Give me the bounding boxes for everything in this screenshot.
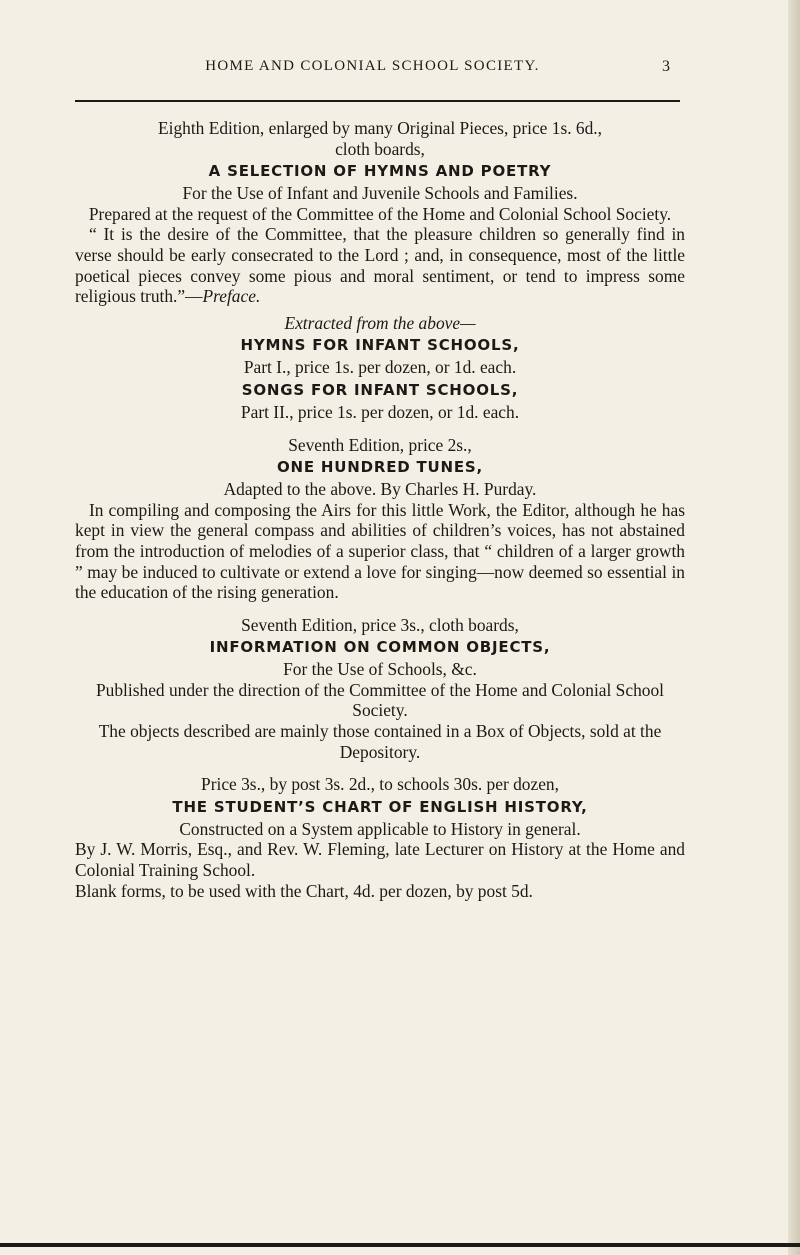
published-note: Published under the direction of the Committee of the Home and Colonial School Society. xyxy=(96,679,664,721)
author-line: Adapted to the above. By Charles H. Purday. xyxy=(223,479,537,500)
book-title: ONE HUNDRED TUNES, xyxy=(276,458,484,477)
author-line: By J. W. Morris, Esq., and Rev. W. Fleming, late Lecturer on History at the Home and Colonial Training School. xyxy=(75,839,685,881)
extracted-section xyxy=(75,313,685,423)
intended-use: For the Use of Schools, &c. xyxy=(283,659,477,680)
ad-hundred-tunes xyxy=(75,435,685,603)
objects-note: The objects described are mainly those contained in a Box of Objects, sold at the Depository. xyxy=(98,721,662,762)
extracted-line: Extracted from the above— xyxy=(284,312,476,333)
description-paragraph: In compiling and composing the Airs for this little Work, the Editor, although he has kept in view the general compass and abilities of children’s voices, has not abstained from the introduction of melodies of a superior class, that “ children of a larger growth ” may be induced to cultivate or extend a love for singing—now deemed so essential in the education of the rising generation. xyxy=(75,499,685,603)
price-line: Price 3s., by post 3s. 2d., to schools 30s. per dozen, xyxy=(201,774,559,795)
page-edge xyxy=(788,0,800,1255)
book-title: A SELECTION OF HYMNS AND POETRY xyxy=(208,162,552,181)
book-title: THE STUDENT’S CHART OF ENGLISH HISTORY, xyxy=(172,797,588,816)
construction-note: Constructed on a System applicable to History in general. xyxy=(179,818,581,839)
quote-source: Preface. xyxy=(202,286,261,307)
intended-use: For the Use of Infant and Juvenile Schools and Families. xyxy=(182,183,578,204)
book-title: INFORMATION ON COMMON OBJECTS, xyxy=(209,638,551,657)
ad-history-chart xyxy=(75,774,685,901)
running-header xyxy=(75,58,670,82)
advertisement-column xyxy=(75,118,685,901)
prepared-note: Prepared at the request of the Committee of the Home and Colonial School Society. xyxy=(88,203,672,224)
ad-hymns-poetry xyxy=(75,118,685,307)
page-bottom-edge xyxy=(0,1243,800,1247)
blank-forms-line: Blank forms, to be used with the Chart, 4d. per dozen, by post 5d. xyxy=(75,880,533,901)
preface-quote xyxy=(75,224,685,306)
binding-line: cloth boards, xyxy=(335,138,425,159)
header-rule xyxy=(75,100,680,102)
edition-line: Seventh Edition, price 3s., cloth boards, xyxy=(241,614,519,635)
price-line: Part II., price 1s. per dozen, or 1d. each. xyxy=(240,401,520,422)
quote-text: “ It is the desire of the Committee, that the pleasure children so generally find in verse should be early consecrated to the Lord ; and, in consequence, most of the little poetical pieces convey some pious and moral sentiment, or tend to impress some religious truth.”— xyxy=(75,224,685,307)
price-line: Part I., price 1s. per dozen, or 1d. each. xyxy=(243,357,517,378)
ad-common-objects xyxy=(75,615,685,763)
edition-line: Seventh Edition, price 2s., xyxy=(288,434,472,455)
edition-line: Eighth Edition, enlarged by many Original Pieces, price 1s. 6d., xyxy=(157,118,602,138)
running-title: HOME AND COLONIAL SCHOOL SOCIETY. xyxy=(205,58,540,74)
book-title: HYMNS FOR INFANT SCHOOLS, xyxy=(240,336,520,355)
book-title: SONGS FOR INFANT SCHOOLS, xyxy=(241,380,519,399)
page-number: 3 xyxy=(662,58,670,75)
